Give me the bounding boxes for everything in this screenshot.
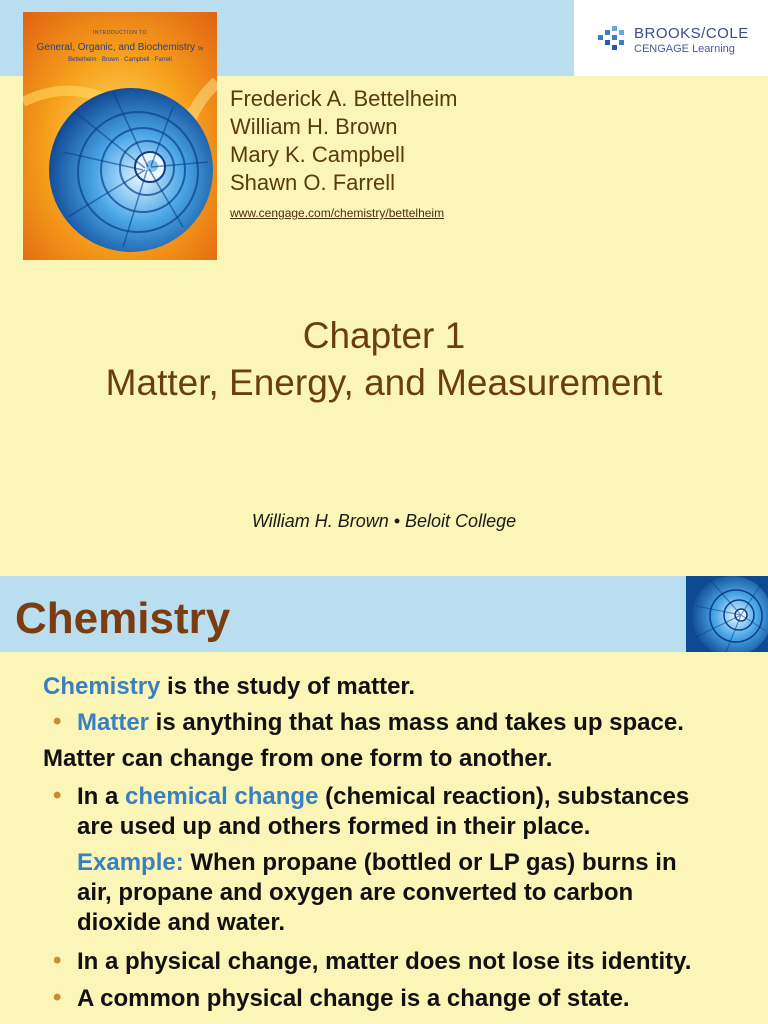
text-line: are used up and others formed in their place. [77,813,591,840]
text-line: A common physical change is a change of state. [77,985,630,1012]
publisher-logo [574,0,768,76]
cover-edition: 9e [197,46,204,52]
text-line [77,848,677,878]
text-line [77,782,689,812]
term-example: Example: [77,849,184,876]
chapter-name: Matter, Energy, and Measurement [105,362,663,403]
publisher-subname: CENGAGE Learning [634,43,735,55]
cover-title: General, Organic, and Biochemistry 9e [36,42,204,53]
nautilus-thumbnail [686,576,768,652]
text-line [43,672,415,702]
chapter-title [0,312,768,406]
bullet-icon: • [53,984,62,1011]
content-slide [0,576,768,1024]
text-line: In a physical change, matter does not lose its identity. [77,948,692,975]
bullet-icon: • [53,782,62,809]
chapter-number: Chapter 1 [302,315,466,356]
text-line [77,708,684,738]
text-segment: is the study of matter. [160,673,416,700]
byline: William H. Brown • Beloit College [251,511,517,531]
text-segment: is anything that has mass and takes up space. [149,709,684,736]
text-segment: In a [77,783,126,810]
text-line: air, propane and oxygen are converted to carbon [77,879,634,906]
text-line: Matter can change from one form to another. [43,745,553,772]
nautilus-shell-image [686,576,768,652]
term-chemistry: Chemistry [43,673,161,700]
term-matter: Matter [77,709,150,736]
author-name: Shawn O. Farrell [230,170,396,195]
publisher-logo-icon [598,26,628,50]
author-name: William H. Brown [230,114,398,139]
bullet-icon: • [53,708,62,735]
slide-title: Chemistry [15,594,231,643]
title-band [0,576,768,652]
bullet-icon: • [53,947,62,974]
cover-series: INTRODUCTION TO [93,30,147,36]
website-link[interactable]: www.cengage.com/chemistry/bettelheim [230,206,445,220]
book-cover [23,12,217,260]
term-chemical-change: chemical change [125,783,319,810]
text-line: dioxide and water. [77,909,286,936]
publisher-name: BROOKS/COLE [634,25,749,42]
cover-authors: Bettelheim · Brown · Campbell · Farrell [68,57,172,63]
author-name: Frederick A. Bettelheim [230,86,458,111]
text-segment: (chemical reaction), substances [318,783,690,810]
author-name: Mary K. Campbell [230,142,405,167]
text-segment: When propane (bottled or LP gas) burns in [183,849,677,876]
